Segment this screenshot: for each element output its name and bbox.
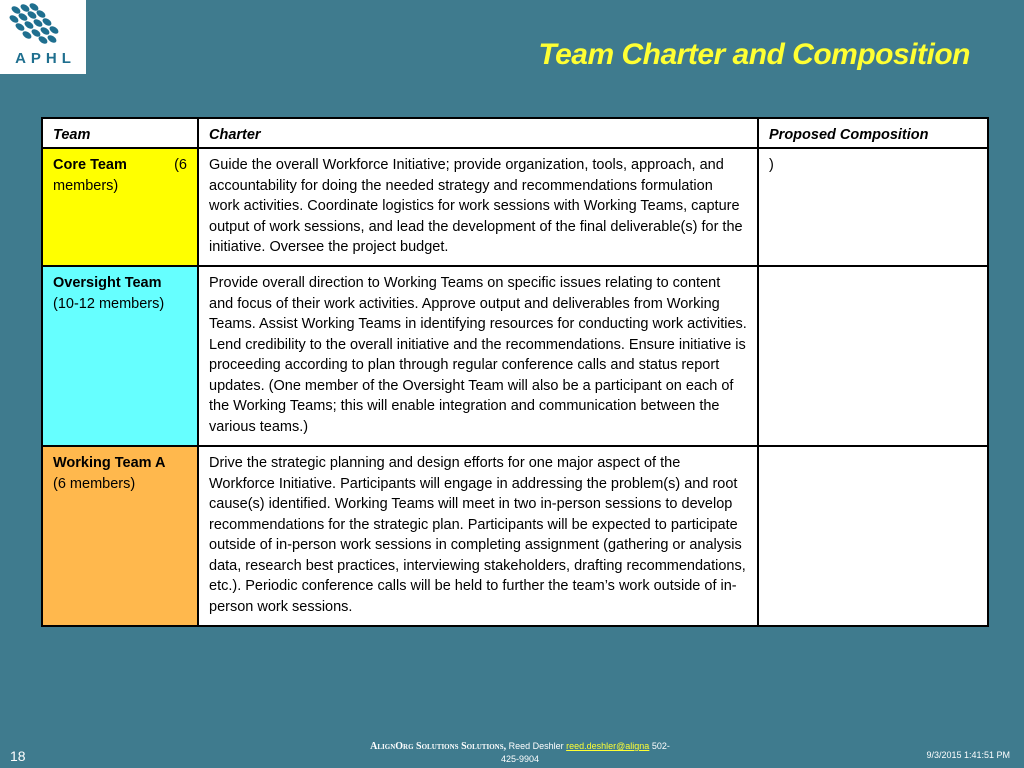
footer-credits <box>300 740 740 765</box>
aphl-logo <box>0 0 86 74</box>
charter-cell: Provide overall direction to Working Teams on specific issues relating to content and focus of their work activities. Approve output and deliverables from Working Teams. Assist Working Teams in identifying resources for conducting work activities. Lend credibility to the overall initiative and the recommendations. Ensure initiative is proceeding according to plan through regular conference calls and status report updates. (One member of the Oversight Team will also be a participant on each of the Working Teams; this will enable integration and communication between the various teams.) <box>198 266 758 446</box>
charter-cell: Guide the overall Workforce Initiative; provide organization, tools, approach, and accountability for doing the needed strategy and recommendations formulation work activities. Coordinate logistics for work sessions with Working Teams, capture output of work sessions, and lead the development of the final deliverable(s) for the initiative. Oversee the project budget. <box>198 148 758 266</box>
footer-datetime: 9/3/2015 1:41:51 PM <box>926 750 1010 760</box>
contact-name: Reed Deshler <box>506 741 567 751</box>
team-name: Core Team <box>53 157 127 173</box>
table-header-row <box>42 118 988 148</box>
page-title: Team Charter and Composition <box>538 38 970 71</box>
team-size: members) <box>53 177 119 194</box>
composition-cell: ) <box>758 148 988 266</box>
team-charter-table <box>41 117 989 627</box>
header-charter: Charter <box>198 118 758 148</box>
company-name: AlignOrg Solutions Solutions, <box>370 741 507 752</box>
slide-number: 18 <box>10 748 26 764</box>
team-name: Oversight Team <box>53 275 162 291</box>
team-cell-core <box>42 148 198 266</box>
header-team: Team <box>42 118 198 148</box>
team-cell-oversight <box>42 266 198 446</box>
composition-cell <box>758 266 988 446</box>
table-row <box>42 446 988 626</box>
table-row <box>42 148 988 266</box>
phone-part: 502- <box>649 741 670 751</box>
team-size: (10-12 members) <box>53 295 165 312</box>
table-row <box>42 266 988 446</box>
team-cell-working-a <box>42 446 198 626</box>
team-size: (6 members) <box>53 475 136 492</box>
team-name: Working Team A <box>53 455 166 471</box>
composition-cell <box>758 446 988 626</box>
logo-text: APHL <box>15 50 76 67</box>
email-link[interactable]: reed.deshler@aligna <box>566 741 650 751</box>
charter-cell: Drive the strategic planning and design efforts for one major aspect of the Workforce Initiative. Participants will engage in addressing the problem(s) and root cause(s) identified. Working Teams will meet in two in-person sessions to develop recommendations for the strategic plan. Participants will be expected to participate outside of in-person work sessions in completing assignment (gathering or analysis data, research best practices, interviewing stakeholders, drafting recommendations, etc.). Periodic conference calls will be held to further the team’s work outside of in-person work sessions. <box>198 446 758 626</box>
team-size-part: (6 <box>174 157 187 173</box>
dna-helix-logo-icon <box>0 0 86 52</box>
header-composition: Proposed Composition <box>758 118 988 148</box>
phone-part: 425-9904 <box>500 754 540 764</box>
